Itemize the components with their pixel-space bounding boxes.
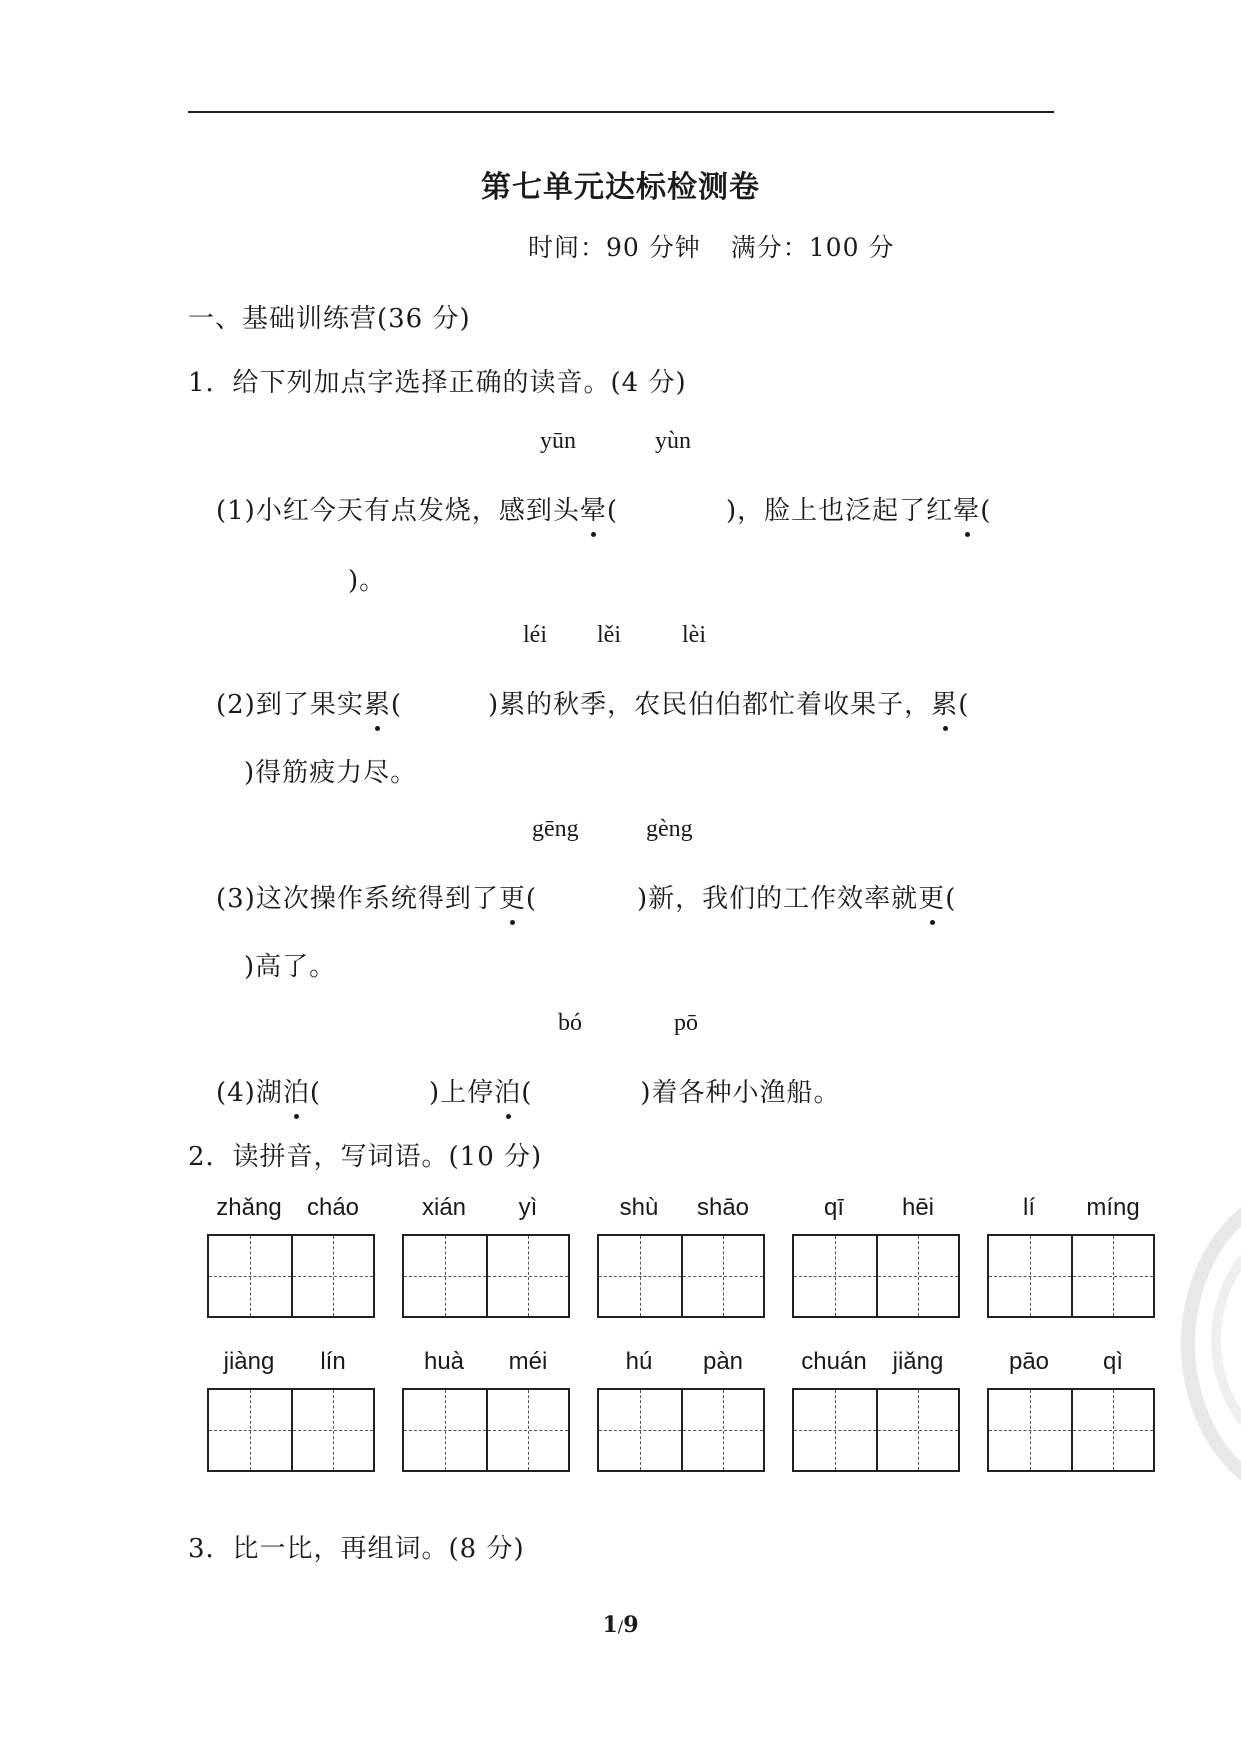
dotted-char: 更 xyxy=(918,878,945,915)
pinyin-option: lèi xyxy=(682,622,706,648)
writing-cell[interactable] xyxy=(876,1236,958,1316)
pinyin-option: gēng xyxy=(532,816,579,842)
dotted-char: 晕 xyxy=(580,490,607,527)
tianzige-grid xyxy=(402,1234,570,1318)
q1-item-3-line-2: )高了。 xyxy=(244,952,337,982)
pinyin-label: huà xyxy=(423,1348,465,1375)
dotted-char: 累 xyxy=(931,684,958,721)
tianzige-grid xyxy=(792,1234,960,1318)
pinyin-label: jiàng xyxy=(223,1348,275,1375)
writing-cell[interactable] xyxy=(599,1390,681,1470)
exam-meta xyxy=(528,228,894,264)
pinyin-label: qì xyxy=(1102,1348,1124,1375)
time-limit: 时间：90 分钟 xyxy=(528,233,701,262)
tianzige-grid xyxy=(987,1388,1155,1472)
q1-item-1-line-1: (1)小红今天有点发烧，感到头晕( )，脸上也泛起了红晕( xyxy=(216,490,991,527)
writing-cell[interactable] xyxy=(404,1236,486,1316)
tianzige-grid xyxy=(207,1234,375,1318)
q1-item-3-line-1: (3)这次操作系统得到了更( )新，我们的工作效率就更( xyxy=(216,878,956,915)
dotted-char: 泊 xyxy=(283,1072,310,1109)
pinyin-option: yūn xyxy=(540,428,576,454)
pinyin-option: léi xyxy=(523,622,547,648)
q2-prompt: 2．读拼音，写词语。(10 分) xyxy=(188,1142,543,1172)
dotted-char: 泊 xyxy=(494,1072,521,1109)
writing-cell[interactable] xyxy=(291,1390,373,1470)
header-rule xyxy=(188,111,1054,113)
writing-cell[interactable] xyxy=(1071,1390,1153,1470)
pinyin-option: lěi xyxy=(597,622,621,648)
q1-item-1-line-2: )。 xyxy=(348,566,387,596)
pinyin-label: jiǎng xyxy=(892,1348,944,1375)
dotted-char: 晕 xyxy=(953,490,980,527)
writing-cell[interactable] xyxy=(794,1390,876,1470)
pinyin-label: lí xyxy=(1023,1194,1035,1221)
writing-cell[interactable] xyxy=(794,1236,876,1316)
writing-cell[interactable] xyxy=(1071,1236,1153,1316)
writing-cell[interactable] xyxy=(681,1236,763,1316)
writing-cell[interactable] xyxy=(209,1236,291,1316)
page-number: 1/9 xyxy=(602,1612,639,1638)
pinyin-label: pāo xyxy=(1008,1348,1050,1375)
tianzige-grid xyxy=(987,1234,1155,1318)
tianzige-grid xyxy=(402,1388,570,1472)
pinyin-label: yì xyxy=(518,1194,538,1221)
page-title: 第七单元达标检测卷 xyxy=(481,170,760,205)
writing-cell[interactable] xyxy=(989,1390,1071,1470)
pinyin-label: méi xyxy=(508,1348,548,1375)
pinyin-label: chuán xyxy=(801,1348,867,1375)
writing-cell[interactable] xyxy=(876,1390,958,1470)
pinyin-label: cháo xyxy=(306,1194,360,1221)
tianzige-grid xyxy=(597,1388,765,1472)
tianzige-grid xyxy=(597,1234,765,1318)
writing-cell[interactable] xyxy=(486,1390,568,1470)
q3-prompt: 3．比一比，再组词。(8 分) xyxy=(188,1534,525,1564)
writing-cell[interactable] xyxy=(599,1236,681,1316)
pinyin-label: pàn xyxy=(702,1348,744,1375)
q1-item-4-line-1: (4)湖泊( )上停泊( )着各种小渔船。 xyxy=(216,1072,841,1109)
pinyin-label: shù xyxy=(619,1194,659,1221)
q1-prompt: 1．给下列加点字选择正确的读音。(4 分) xyxy=(188,368,687,398)
writing-cell[interactable] xyxy=(486,1236,568,1316)
pinyin-label: hēi xyxy=(901,1194,935,1221)
tianzige-grid xyxy=(207,1388,375,1472)
writing-cell[interactable] xyxy=(404,1390,486,1470)
pinyin-label: míng xyxy=(1086,1194,1140,1221)
dotted-char: 更 xyxy=(499,878,526,915)
dotted-char: 累 xyxy=(364,684,391,721)
pinyin-option: bó xyxy=(558,1010,582,1036)
pinyin-label: xián xyxy=(421,1194,467,1221)
full-score: 满分：100 分 xyxy=(730,233,895,262)
pinyin-label: zhǎng xyxy=(216,1194,282,1221)
pinyin-label: shāo xyxy=(696,1194,750,1221)
pinyin-option: gèng xyxy=(646,816,693,842)
tianzige-grid xyxy=(792,1388,960,1472)
writing-cell[interactable] xyxy=(681,1390,763,1470)
pinyin-label: hú xyxy=(625,1348,653,1375)
watermark-logo xyxy=(1171,1180,1241,1480)
pinyin-label: lín xyxy=(320,1348,346,1375)
q1-item-2-line-2: )得筋疲力尽。 xyxy=(244,758,418,788)
q1-item-2-line-1: (2)到了果实累( )累的秋季，农民伯伯都忙着收果子，累( xyxy=(216,684,969,721)
writing-cell[interactable] xyxy=(209,1390,291,1470)
writing-cell[interactable] xyxy=(989,1236,1071,1316)
pinyin-option: yùn xyxy=(655,428,691,454)
section-heading: 一、基础训练营(36 分) xyxy=(188,304,471,334)
pinyin-label: qī xyxy=(823,1194,845,1221)
pinyin-option: pō xyxy=(674,1010,698,1036)
writing-cell[interactable] xyxy=(291,1236,373,1316)
